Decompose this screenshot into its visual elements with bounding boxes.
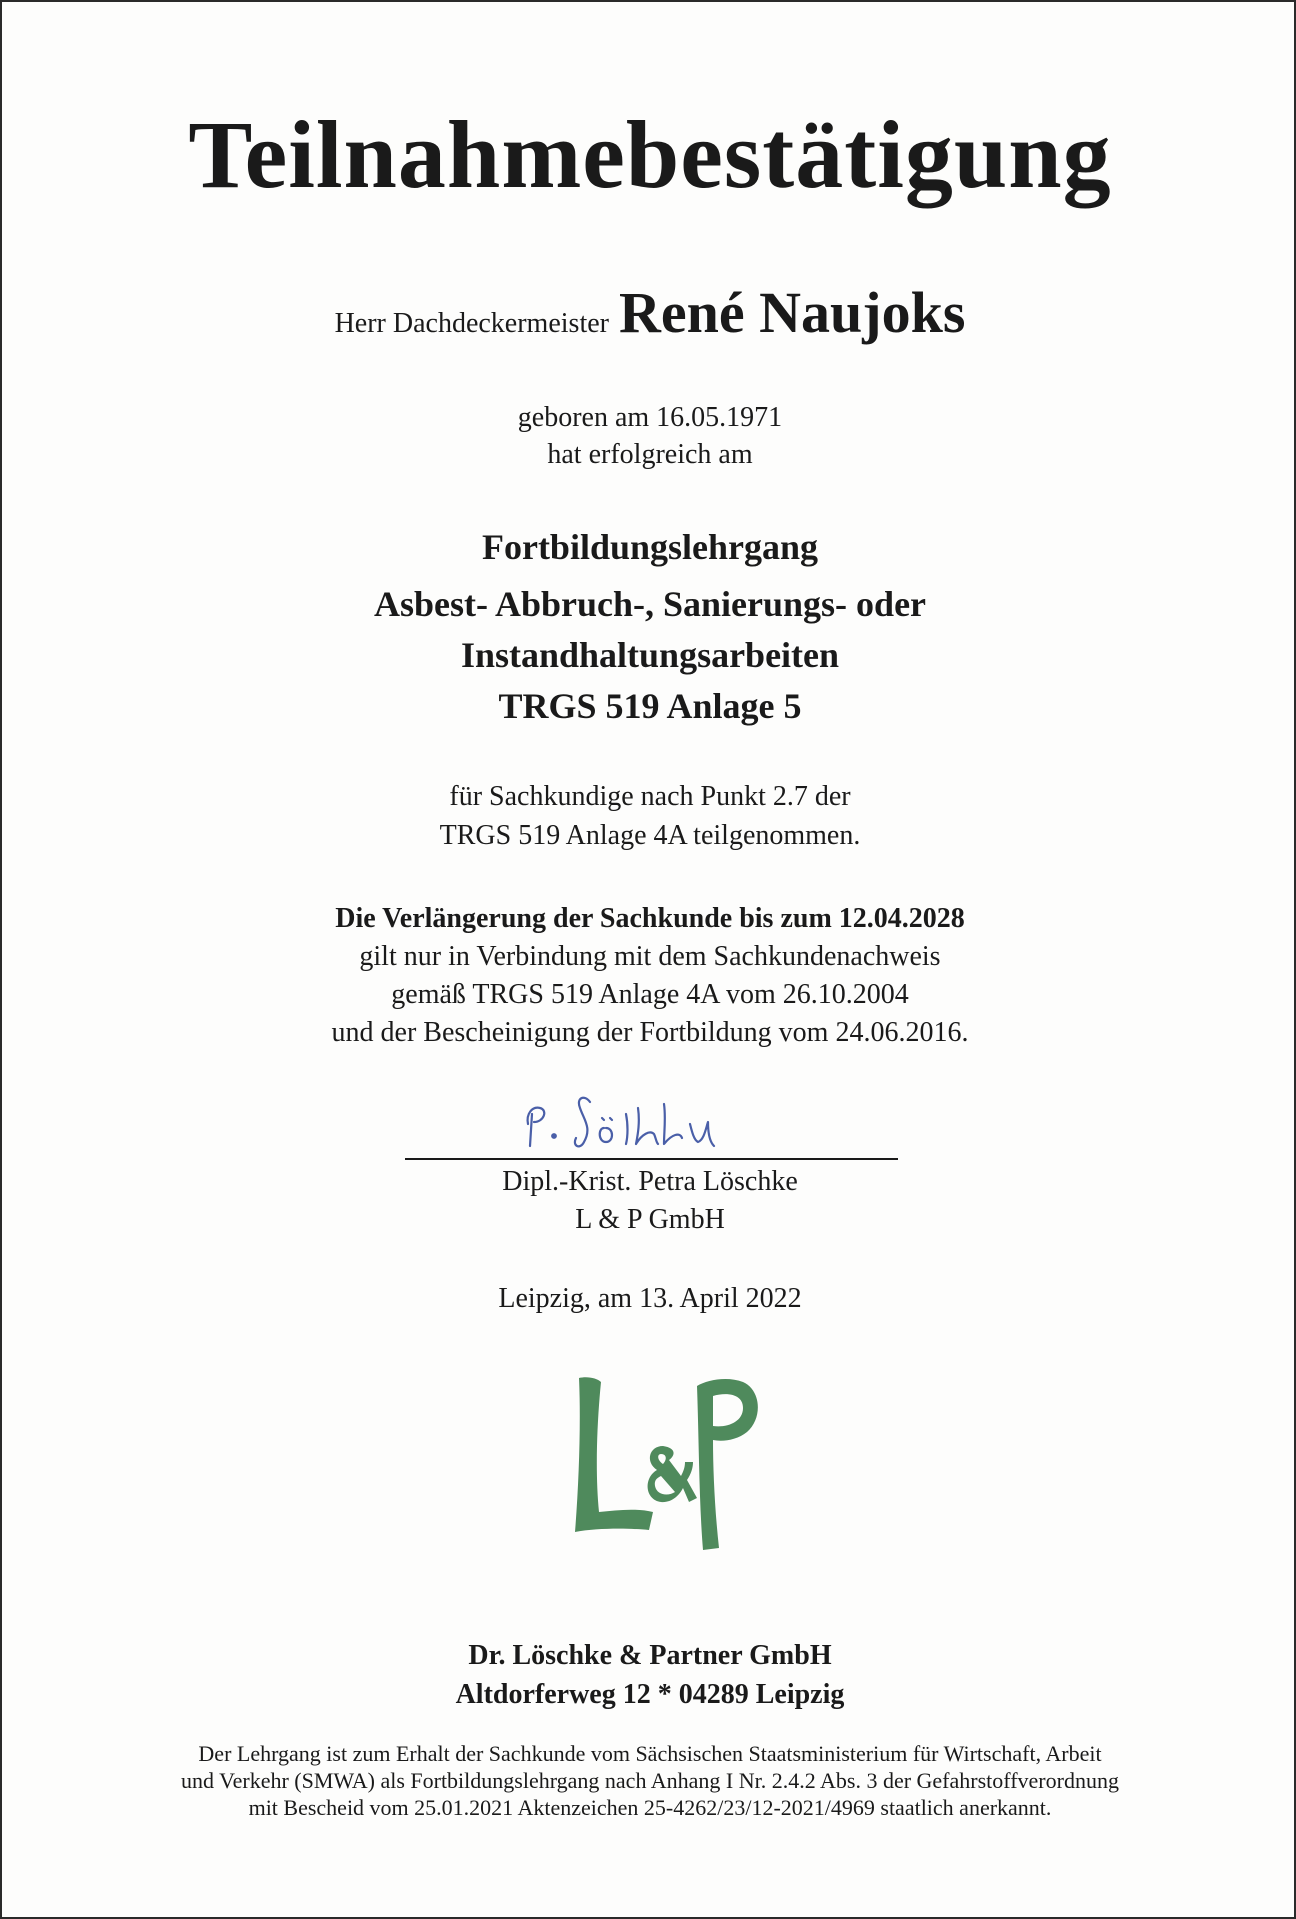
recipient-name: René Naujoks bbox=[618, 280, 966, 345]
company-address: Altdorferweg 12 * 04289 Leipzig bbox=[455, 1679, 845, 1710]
course-line: TRGS 519 Anlage 5 bbox=[498, 686, 802, 726]
company-logo bbox=[557, 1362, 787, 1562]
signatory-name: Dipl.-Krist. Petra Löschke bbox=[502, 1166, 798, 1197]
validity-line: gemäß TRGS 519 Anlage 4A vom 26.10.2004 bbox=[391, 979, 909, 1010]
validity-heading: Die Verlängerung der Sachkunde bis zum 12.04.2028 bbox=[335, 903, 965, 934]
place-date: Leipzig, am 13. April 2022 bbox=[498, 1283, 802, 1314]
course-line: Fortbildungslehrgang bbox=[481, 527, 819, 567]
document-title: Teilnahmebestätigung bbox=[188, 101, 1112, 208]
signature-line bbox=[405, 1158, 898, 1160]
handwritten-signature bbox=[514, 1084, 784, 1164]
recipient-title: Herr Dachdeckermeister bbox=[334, 308, 609, 339]
course-line: Instandhaltungsarbeiten bbox=[460, 635, 840, 675]
legal-notice-line: Der Lehrgang ist zum Erhalt der Sachkunde vom Sächsischen Staatsministerium für Wirtschaft, Arbeit bbox=[198, 1741, 1102, 1766]
company-name: Dr. Löschke & Partner GmbH bbox=[468, 1640, 832, 1671]
legal-notice-line: mit Bescheid vom 25.01.2021 Aktenzeichen 25-4262/23/12-2021/4969 staatlich anerkannt. bbox=[248, 1795, 1052, 1820]
validity-line: gilt nur in Verbindung mit dem Sachkundenachweis bbox=[359, 941, 941, 972]
signatory-company: L & P GmbH bbox=[575, 1204, 725, 1235]
success-line: hat erfolgreich am bbox=[547, 439, 753, 470]
target-group-line: TRGS 519 Anlage 4A teilgenommen. bbox=[439, 820, 861, 851]
legal-notice-line: und Verkehr (SMWA) als Fortbildungslehrgang nach Anhang I Nr. 2.4.2 Abs. 3 der Gefahrstoffverordnung bbox=[181, 1768, 1119, 1793]
birth-date-line: geboren am 16.05.1971 bbox=[517, 402, 783, 433]
target-group-line: für Sachkundige nach Punkt 2.7 der bbox=[449, 781, 851, 812]
validity-line: und der Bescheinigung der Fortbildung vom 24.06.2016. bbox=[331, 1017, 969, 1048]
recipient-line bbox=[2, 280, 1296, 345]
course-line: Asbest- Abbruch-, Sanierungs- oder bbox=[373, 584, 927, 624]
